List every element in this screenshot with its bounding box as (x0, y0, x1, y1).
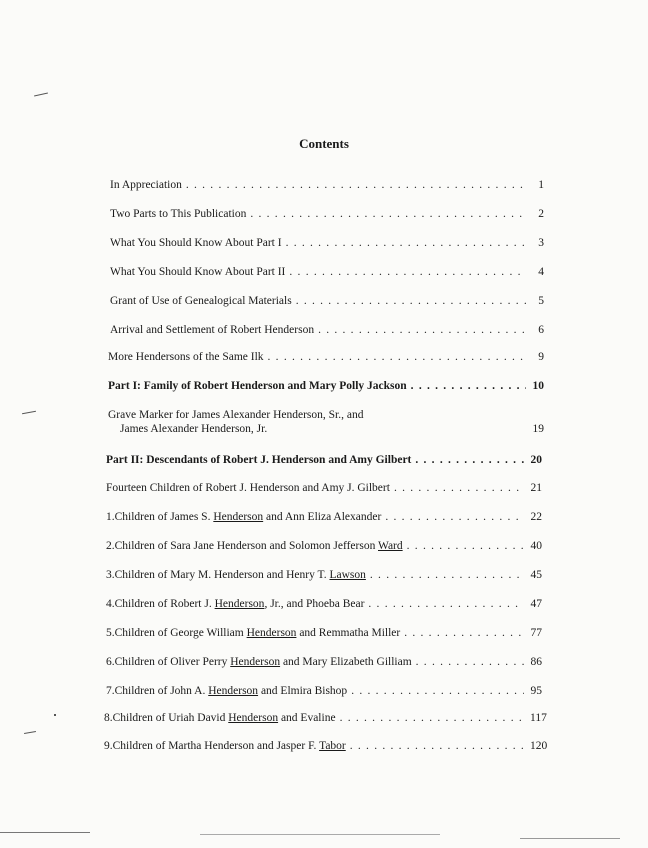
toc-entry (110, 207, 544, 221)
child-entry (104, 711, 547, 725)
entry-page: 20 (530, 454, 542, 466)
entry-line2-row (108, 422, 544, 436)
entry-number: 6. (106, 656, 115, 668)
entry-page: 86 (530, 656, 542, 668)
entry-page: 2 (538, 208, 544, 220)
entry-title: Children of Mary M. Henderson and Henry T. Lawson (114, 569, 366, 581)
dot-leader (340, 711, 524, 725)
dot-leader (318, 323, 526, 337)
entry-title-line1: Grave Marker for James Alexander Henderson, Sr., and (108, 409, 364, 421)
entry-title: Children of George William Henderson and Remmatha Miller (114, 627, 401, 639)
scan-edge-line (200, 834, 440, 835)
entry-page: 10 (532, 380, 544, 392)
dot-leader (394, 481, 524, 495)
entry-title: Children of John A. Henderson and Elmira Bishop (114, 685, 348, 697)
dot-leader (407, 539, 524, 553)
entry-title: More Hendersons of the Same Ilk (108, 351, 264, 363)
entry-title: In Appreciation (110, 179, 182, 191)
entry-title: Grant of Use of Genealogical Materials (110, 295, 292, 307)
entry-page: 45 (530, 569, 542, 581)
child-entry (106, 684, 542, 698)
dot-leader (415, 453, 524, 467)
dot-leader (186, 178, 526, 192)
entry-title: What You Should Know About Part II (110, 266, 286, 278)
underlined-surname: Henderson (230, 656, 281, 668)
dot-leader (370, 568, 524, 582)
entry-page: 22 (530, 511, 542, 523)
child-entry (106, 655, 542, 669)
dot-leader (368, 597, 524, 611)
entry-number: 4. (106, 598, 115, 610)
child-entry (104, 739, 548, 753)
entry-page: 1 (538, 179, 544, 191)
entry-title: Part II: Descendants of Robert J. Henderson and Amy Gilbert (106, 454, 412, 466)
entry-number: 2. (106, 540, 115, 552)
entry-page: 95 (530, 685, 542, 697)
entry-page: 40 (530, 540, 542, 552)
underlined-surname: Tabor (319, 740, 346, 752)
entry-title: Fourteen Children of Robert J. Henderson and Amy J. Gilbert (106, 482, 390, 494)
dot-leader (268, 350, 526, 364)
toc-entry (110, 323, 544, 337)
dot-leader (404, 626, 524, 640)
scan-mark (22, 411, 36, 414)
child-entry (106, 510, 542, 524)
entry-title: Children of Robert J. Henderson, Jr., and Phoeba Bear (114, 598, 365, 610)
dot-leader (289, 265, 526, 279)
entry-page: 3 (538, 237, 544, 249)
toc-entry (110, 236, 544, 250)
child-entry (106, 568, 542, 582)
entry-page: 47 (530, 598, 542, 610)
underlined-surname: Henderson (213, 511, 264, 523)
entry-title-line2: James Alexander Henderson, Jr. (120, 423, 268, 435)
toc-entry (110, 265, 544, 279)
entry-title: Children of Martha Henderson and Jasper F. Tabor (112, 740, 346, 752)
toc-entry-part-2 (106, 453, 542, 467)
child-entry (106, 597, 542, 611)
toc-entry (108, 350, 544, 364)
entry-page: 4 (538, 266, 544, 278)
entry-number: 9. (104, 740, 113, 752)
toc-entry (106, 481, 542, 495)
entry-page: 120 (530, 740, 548, 752)
entry-page: 9 (538, 351, 544, 363)
dot-leader (350, 739, 524, 753)
entry-page: 77 (530, 627, 542, 639)
entry-number: 8. (104, 712, 113, 724)
entry-title: Children of James S. Henderson and Ann Eliza Alexander (114, 511, 382, 523)
entry-title: Part I: Family of Robert Henderson and Mary Polly Jackson (108, 380, 407, 392)
scan-mark (24, 731, 36, 734)
scan-edge-line (0, 832, 90, 833)
toc-entry-part-1 (108, 379, 544, 393)
entry-title: Children of Oliver Perry Henderson and Mary Elizabeth Gilliam (114, 656, 412, 668)
underlined-surname: Lawson (329, 569, 366, 581)
underlined-surname: Ward (378, 540, 403, 552)
dot-leader (296, 294, 526, 308)
entry-number: 7. (106, 685, 115, 697)
scan-edge-line (520, 838, 620, 839)
child-entry (106, 626, 542, 640)
entry-title: Arrival and Settlement of Robert Henderson (110, 324, 315, 336)
entry-title: Children of Uriah David Henderson and Evaline (112, 712, 336, 724)
underlined-surname: Henderson (228, 712, 279, 724)
child-entry (106, 539, 542, 553)
underlined-surname: Henderson (208, 685, 259, 697)
dot-leader (250, 207, 526, 221)
entry-number: 3. (106, 569, 115, 581)
entry-title: Children of Sara Jane Henderson and Solomon Jefferson Ward (114, 540, 403, 552)
entry-title: What You Should Know About Part I (110, 237, 282, 249)
entry-page: 5 (538, 295, 544, 307)
dot-leader (416, 655, 524, 669)
toc-entry-multiline (108, 408, 544, 436)
toc-entry (110, 294, 544, 308)
entry-title: Two Parts to This Publication (110, 208, 247, 220)
dot-leader (411, 379, 526, 393)
scan-mark (54, 714, 56, 716)
entry-page: 6 (538, 324, 544, 336)
underlined-surname: Henderson (246, 627, 297, 639)
underlined-surname: Henderson (214, 598, 265, 610)
entry-number: 1. (106, 511, 115, 523)
entry-page: 21 (530, 482, 542, 494)
dot-leader (286, 236, 526, 250)
page-title: Contents (299, 136, 349, 151)
entry-number: 5. (106, 627, 115, 639)
entry-page: 19 (532, 423, 544, 435)
scan-mark (34, 93, 48, 97)
entry-page: 117 (530, 712, 547, 724)
dot-leader (385, 510, 524, 524)
toc-entry (110, 178, 544, 192)
dot-leader (351, 684, 524, 698)
